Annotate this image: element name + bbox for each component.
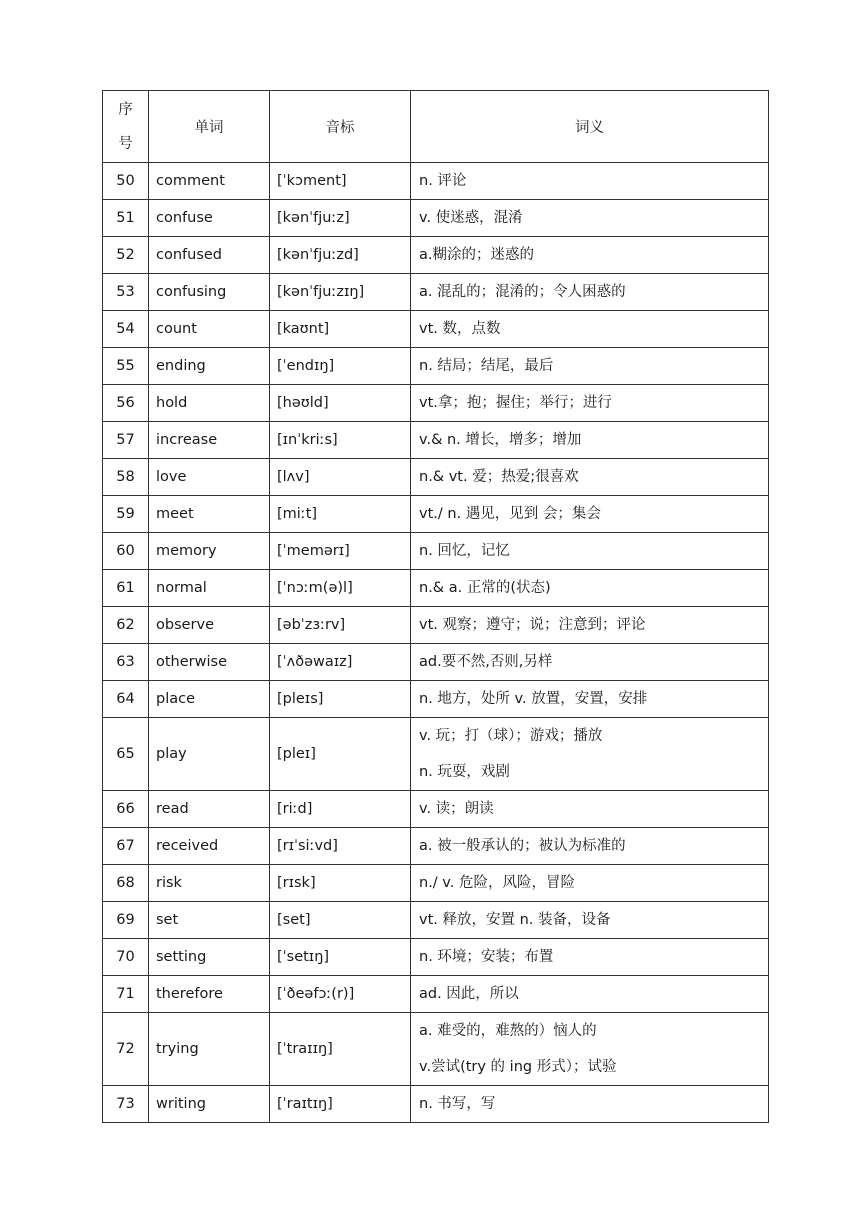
table-row (103, 939, 769, 976)
header-phonetic: 音标 (270, 91, 411, 163)
row-meaning (411, 163, 769, 200)
row-meaning (411, 718, 769, 791)
header-seq-bottom: 号 (118, 135, 133, 152)
row-meaning (411, 385, 769, 422)
row-word: otherwise (149, 644, 270, 681)
row-phonetic: [lʌv] (270, 459, 411, 496)
row-phonetic: [miːt] (270, 496, 411, 533)
row-phonetic: [ˈraɪtɪŋ] (270, 1086, 411, 1123)
meaning-line: vt./ n. 遇见，见到 会；集会 (419, 506, 601, 522)
table-row (103, 570, 769, 607)
row-word: confusing (149, 274, 270, 311)
row-word: comment (149, 163, 270, 200)
table-row (103, 422, 769, 459)
table-row (103, 274, 769, 311)
row-meaning (411, 607, 769, 644)
row-meaning (411, 976, 769, 1013)
meaning-line: ad. 因此，所以 (419, 986, 519, 1002)
row-number: 52 (103, 237, 149, 274)
row-meaning (411, 348, 769, 385)
row-meaning (411, 274, 769, 311)
table-row (103, 644, 769, 681)
table-row (103, 533, 769, 570)
row-phonetic: [kənˈfjuːz] (270, 200, 411, 237)
row-number: 64 (103, 681, 149, 718)
row-number: 69 (103, 902, 149, 939)
meaning-line: a. 被一般承认的；被认为标准的 (419, 838, 626, 854)
row-number: 73 (103, 1086, 149, 1123)
row-number: 66 (103, 791, 149, 828)
row-phonetic: [ˈðeəfɔː(r)] (270, 976, 411, 1013)
row-word: set (149, 902, 270, 939)
row-number: 51 (103, 200, 149, 237)
table-row (103, 791, 769, 828)
row-phonetic: [kənˈfjuːzd] (270, 237, 411, 274)
table-row (103, 865, 769, 902)
table-row (103, 718, 769, 791)
row-meaning (411, 865, 769, 902)
meaning-line: a. 难受的，难熬的）恼人的 (419, 1023, 597, 1039)
table-row (103, 1086, 769, 1123)
row-word: writing (149, 1086, 270, 1123)
table-row (103, 828, 769, 865)
meaning-line: v. 读；朗读 (419, 801, 494, 817)
row-phonetic: [əbˈzɜːrv] (270, 607, 411, 644)
row-meaning (411, 533, 769, 570)
row-number: 56 (103, 385, 149, 422)
row-meaning (411, 1013, 769, 1086)
meaning-line: n.& a. 正常的(状态) (419, 580, 551, 596)
meaning-line: vt. 数，点数 (419, 321, 501, 337)
row-number: 54 (103, 311, 149, 348)
header-meaning: 词义 (411, 91, 769, 163)
row-word: read (149, 791, 270, 828)
row-phonetic: [rɪsk] (270, 865, 411, 902)
row-number: 58 (103, 459, 149, 496)
meaning-line: vt. 释放，安置 n. 装备，设备 (419, 912, 611, 928)
table-row (103, 385, 769, 422)
row-phonetic: [ˈmemərɪ] (270, 533, 411, 570)
header-seq (103, 91, 149, 163)
row-number: 55 (103, 348, 149, 385)
row-phonetic: [ˈsetɪŋ] (270, 939, 411, 976)
meaning-line: vt. 观察；遵守；说；注意到；评论 (419, 617, 646, 633)
row-meaning (411, 496, 769, 533)
row-word: meet (149, 496, 270, 533)
row-phonetic: [ˈtraɪɪŋ] (270, 1013, 411, 1086)
row-word: place (149, 681, 270, 718)
row-number: 57 (103, 422, 149, 459)
row-meaning (411, 828, 769, 865)
meaning-line: n. 地方，处所 v. 放置，安置，安排 (419, 691, 648, 707)
row-phonetic: [ɪnˈkriːs] (270, 422, 411, 459)
row-number: 60 (103, 533, 149, 570)
meaning-line: n.& vt. 爱；热爱;很喜欢 (419, 469, 579, 485)
row-phonetic: [set] (270, 902, 411, 939)
row-meaning (411, 200, 769, 237)
row-word: love (149, 459, 270, 496)
row-meaning (411, 791, 769, 828)
row-word: confused (149, 237, 270, 274)
row-word: normal (149, 570, 270, 607)
row-phonetic: [həʊld] (270, 385, 411, 422)
meaning-line: v. 玩；打（球）；游戏；播放 (419, 728, 603, 744)
row-number: 62 (103, 607, 149, 644)
row-meaning (411, 1086, 769, 1123)
meaning-line: n. 评论 (419, 173, 467, 189)
table-body (103, 163, 769, 1123)
row-word: hold (149, 385, 270, 422)
table-header-row (103, 91, 769, 163)
meaning-line: a. 混乱的；混淆的；令人困惑的 (419, 284, 626, 300)
row-meaning (411, 311, 769, 348)
row-phonetic: [ˈendɪŋ] (270, 348, 411, 385)
row-meaning (411, 681, 769, 718)
row-meaning (411, 644, 769, 681)
table-row (103, 976, 769, 1013)
table-row (103, 902, 769, 939)
row-word: ending (149, 348, 270, 385)
table-row (103, 681, 769, 718)
meaning-line: vt.拿；抱；握住；举行；进行 (419, 395, 612, 411)
row-number: 50 (103, 163, 149, 200)
row-meaning (411, 459, 769, 496)
row-meaning (411, 237, 769, 274)
meaning-line: n. 玩耍，戏剧 (419, 764, 510, 780)
row-phonetic: [riːd] (270, 791, 411, 828)
row-number: 63 (103, 644, 149, 681)
row-number: 70 (103, 939, 149, 976)
row-phonetic: [kənˈfjuːzɪŋ] (270, 274, 411, 311)
row-word: received (149, 828, 270, 865)
table-row (103, 459, 769, 496)
table-row (103, 237, 769, 274)
row-meaning (411, 939, 769, 976)
row-word: memory (149, 533, 270, 570)
meaning-line: v.& n. 增长，增多；增加 (419, 432, 582, 448)
row-phonetic: [pleɪ] (270, 718, 411, 791)
row-word: observe (149, 607, 270, 644)
row-phonetic: [pleɪs] (270, 681, 411, 718)
row-phonetic: [ˈʌðəwaɪz] (270, 644, 411, 681)
row-word: setting (149, 939, 270, 976)
row-meaning (411, 570, 769, 607)
row-word: risk (149, 865, 270, 902)
vocabulary-table (102, 90, 769, 1123)
row-phonetic: [rɪˈsiːvd] (270, 828, 411, 865)
row-phonetic: [ˈnɔːm(ə)l] (270, 570, 411, 607)
row-number: 72 (103, 1013, 149, 1086)
row-meaning (411, 902, 769, 939)
header-word: 单词 (149, 91, 270, 163)
meaning-line: n. 书写，写 (419, 1096, 496, 1112)
table-row (103, 200, 769, 237)
meaning-line: v. 使迷惑，混淆 (419, 210, 523, 226)
table-row (103, 496, 769, 533)
row-number: 61 (103, 570, 149, 607)
meaning-line: n. 回忆，记忆 (419, 543, 510, 559)
row-number: 71 (103, 976, 149, 1013)
meaning-line: a.糊涂的；迷惑的 (419, 247, 534, 263)
table-row (103, 1013, 769, 1086)
row-number: 68 (103, 865, 149, 902)
row-word: play (149, 718, 270, 791)
row-word: trying (149, 1013, 270, 1086)
row-phonetic: [ˈkɔment] (270, 163, 411, 200)
row-number: 53 (103, 274, 149, 311)
meaning-line: v.尝试(try 的 ing 形式）；试验 (419, 1059, 617, 1075)
meaning-line: ad.要不然,否则,另样 (419, 654, 553, 670)
row-number: 59 (103, 496, 149, 533)
row-number: 65 (103, 718, 149, 791)
table-row (103, 348, 769, 385)
row-meaning (411, 422, 769, 459)
table-row (103, 311, 769, 348)
table-row (103, 607, 769, 644)
header-seq-top: 序 (118, 101, 133, 118)
meaning-line: n./ v. 危险，风险，冒险 (419, 875, 575, 891)
row-phonetic: [kaʊnt] (270, 311, 411, 348)
row-word: count (149, 311, 270, 348)
row-number: 67 (103, 828, 149, 865)
row-word: confuse (149, 200, 270, 237)
table-row (103, 163, 769, 200)
row-word: therefore (149, 976, 270, 1013)
meaning-line: n. 结局；结尾，最后 (419, 358, 554, 374)
row-word: increase (149, 422, 270, 459)
meaning-line: n. 环境；安装；布置 (419, 949, 554, 965)
